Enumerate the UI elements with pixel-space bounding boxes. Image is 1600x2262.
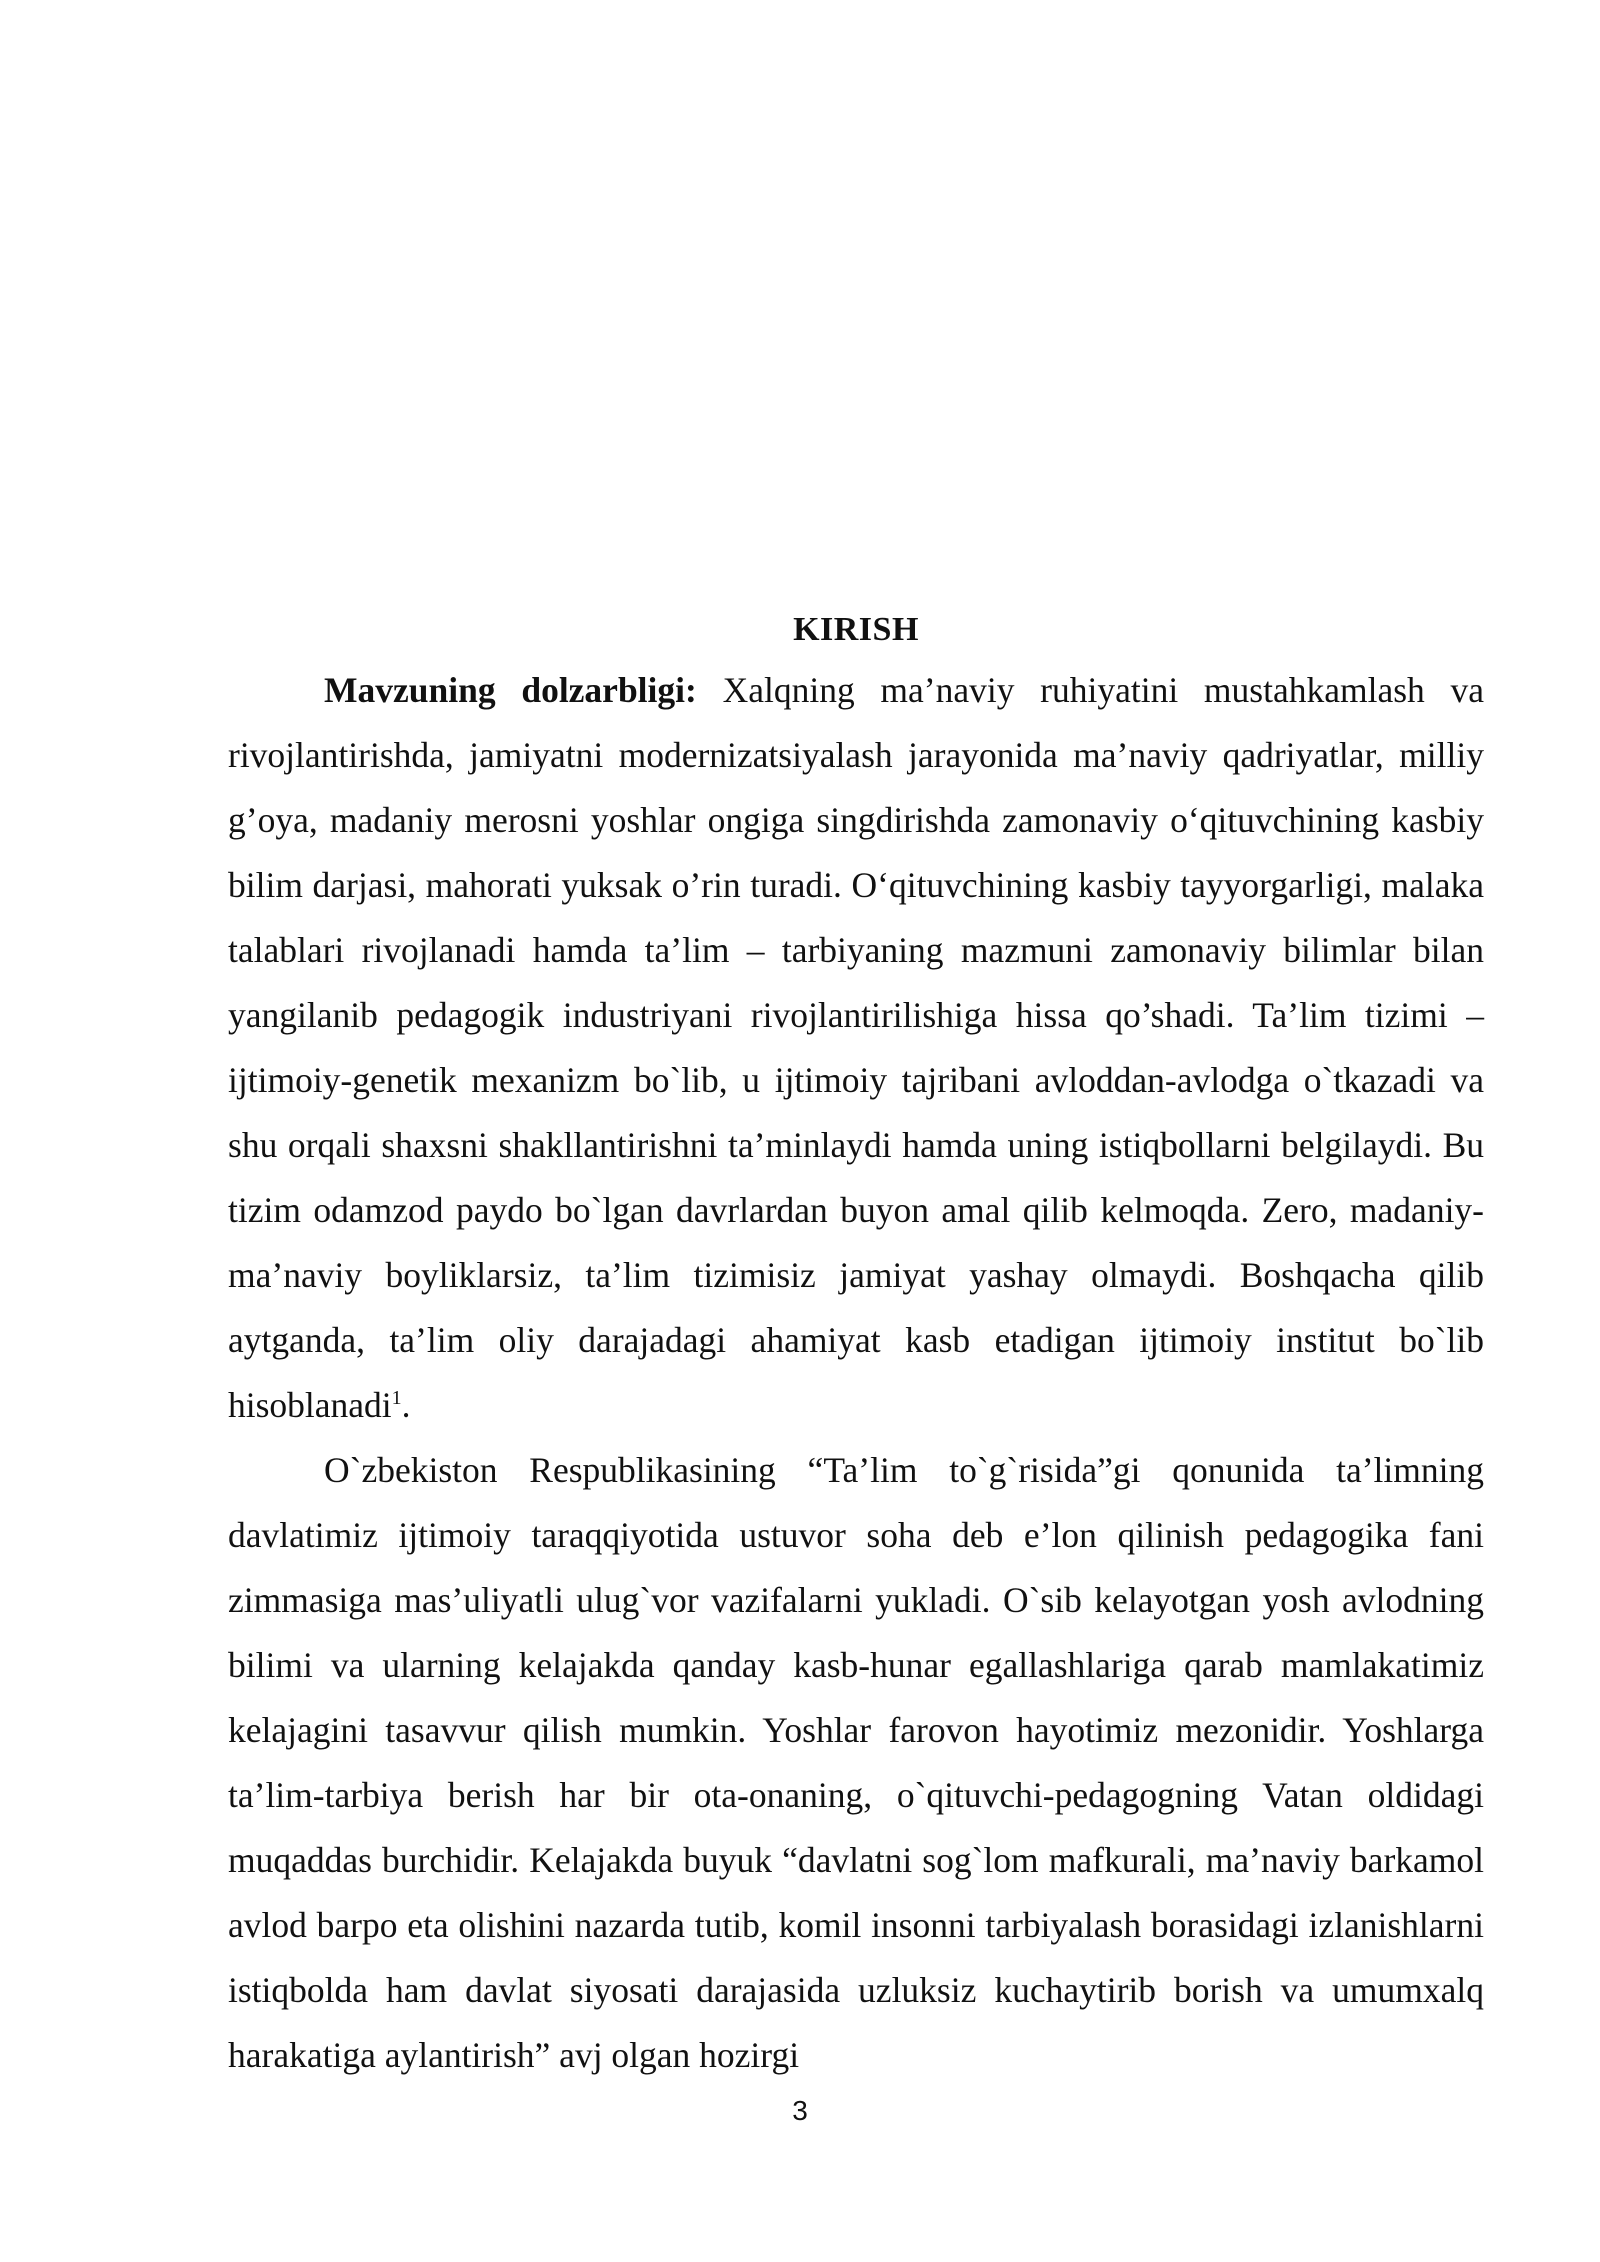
paragraph-relevance — [228, 658, 1484, 1438]
page-body — [228, 602, 1484, 2088]
paragraph-law: O`zbekiston Respublikasining “Ta’lim to`g`risida”gi qonunida ta’limning davlatimiz ijtimoiy taraqqiyotida ustuvor soha deb e’lon qilinish pedagogika fani zimmasiga mas’uliyatli ulug`vor vazifalarni yukladi. O`sib kelayotgan yosh avlodning bilimi va ularning kelajakda qanday kasb-hunar egallashlariga qarab mamlakatimiz kelajagini tasavvur qilish mumkin. Yoshlar farovon hayotimiz mezonidir. Yoshlarga ta’lim-tarbiya berish har bir ota-onaning, o`qituvchi-pedagogning Vatan oldidagi muqaddas burchidir. Kelajakda buyuk “davlatni sog`lom mafkurali, ma’naviy barkamol avlod barpo eta olishini nazarda tutib, komil insonni tarbiyalash borasidagi izlanishlarni istiqbolda ham davlat siyosati darajasida uzluksiz kuchaytirib borish va umumxalq harakatiga aylantirish” avj olgan hozirgi — [228, 1450, 1484, 2075]
paragraph-text: Xalqning ma’naviy ruhiyatini mustahkamlash va rivojlantirishda, jamiyatni modernizatsiyalash jarayonida ma’naviy qadriyatlar, milliy g’oya, madaniy merosni yoshlar ongiga singdirishda zamonaviy o‘qituvchining kasbiy bilim darjasi, mahorati yuksak o’rin turadi. O‘qituvchining kasbiy tayyorgarligi, malaka talablari rivojlanadi hamda ta’lim – tarbiyaning mazmuni zamonaviy bilimlar bilan yangilanib pedagogik industriyani rivojlantirilishiga hissa qo’shadi. Ta’lim tizimi – ijtimoiy-genetik mexanizm bo`lib, u ijtimoiy tajribani avloddan-avlodga o`tkazadi va shu orqali shaxsni shakllantirishni ta’minlaydi hamda uning istiqbollarni belgilaydi. Bu tizim odamzod paydo bo`lgan davrlardan buyon amal qilib kelmoqda. Zero, madaniy-ma’naviy boyliklarsiz, ta’lim tizimisiz jamiyat yashay olmaydi. Boshqacha qilib aytganda, ta’lim oliy darajadagi ahamiyat kasb etadigan ijtimoiy institut bo`lib hisoblanadi — [228, 670, 1484, 1425]
footnote-reference[interactable]: 1 — [391, 1387, 402, 1410]
paragraph-lead: Mavzuning dolzarbligi: — [324, 670, 697, 710]
page-number: 3 — [792, 2095, 808, 2126]
paragraph-end: . — [401, 1385, 411, 1425]
section-heading: KIRISH — [793, 611, 919, 648]
